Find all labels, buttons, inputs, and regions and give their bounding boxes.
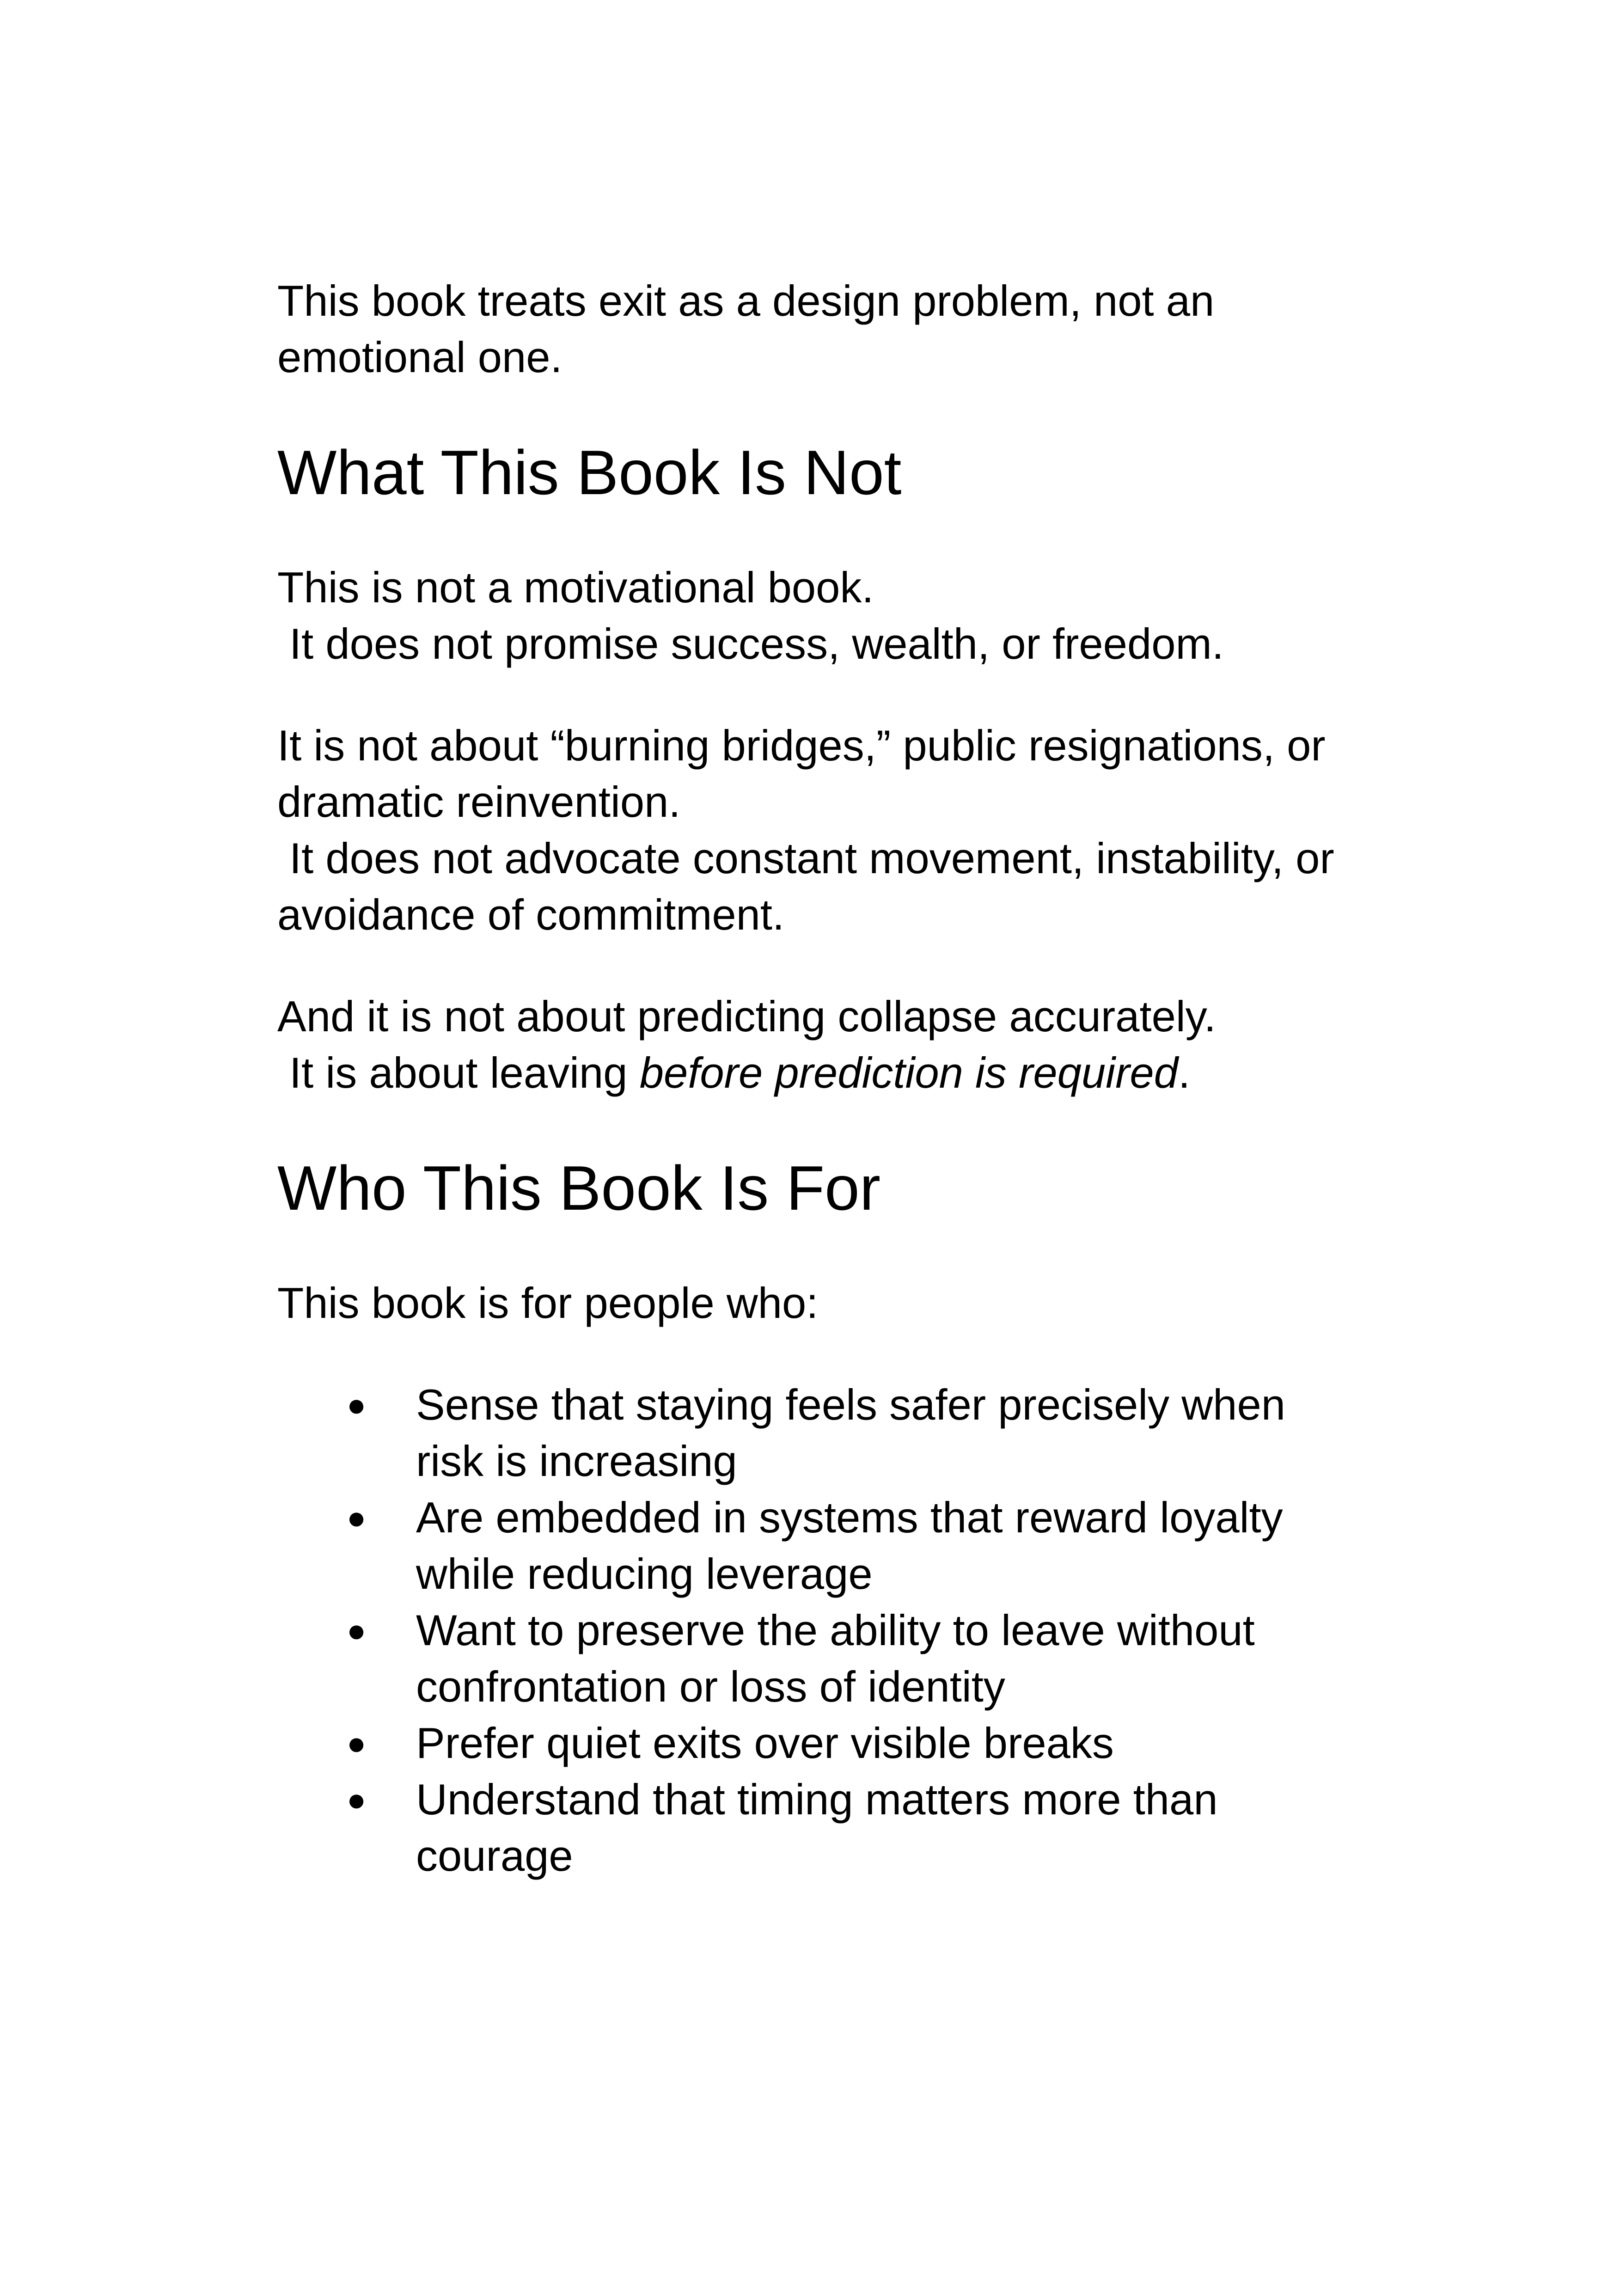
bullet-item <box>277 1377 1340 1489</box>
text-segment: It is about leaving <box>289 1048 640 1097</box>
bullet-icon: ● <box>347 1387 367 1423</box>
bullet-item <box>277 1771 1340 1884</box>
bullet-item <box>277 1715 1340 1771</box>
text-line: It is not about “burning bridges,” public resignations, or <box>277 721 1326 770</box>
text-segment: . <box>1178 1048 1191 1097</box>
text-line: It does not promise success, wealth, or freedom. <box>289 619 1224 668</box>
text-line: This book treats exit as a design problem, not an <box>277 276 1215 325</box>
bullet-text-line: while reducing leverage <box>416 1549 873 1598</box>
emphasis-text: before prediction is required <box>639 1048 1178 1097</box>
text-line: avoidance of commitment. <box>277 890 785 939</box>
bullet-text-line: Are embedded in systems that reward loyalty <box>416 1493 1283 1542</box>
bullet-icon: ● <box>347 1500 367 1536</box>
bullet-text-line: courage <box>416 1831 573 1880</box>
bullet-icon: ● <box>347 1725 367 1761</box>
bullet-text-line: Want to preserve the ability to leave without <box>416 1606 1255 1654</box>
text-line: dramatic reinvention. <box>277 778 681 826</box>
bullet-item <box>277 1489 1340 1602</box>
document-page <box>277 273 1340 1884</box>
for-lead-paragraph <box>277 1275 1340 1331</box>
bullet-text-line: confrontation or loss of identity <box>416 1662 1005 1711</box>
text-line: This book is for people who: <box>277 1279 819 1327</box>
section-heading-not: What This Book Is Not <box>277 437 902 508</box>
bullet-text-line: Sense that staying feels safer precisely when <box>416 1380 1286 1429</box>
bullet-icon: ● <box>347 1612 367 1648</box>
text-line: And it is not about predicting collapse accurately. <box>277 992 1216 1041</box>
text-line: emotional one. <box>277 333 562 381</box>
text-line-with-emphasis <box>277 1045 1340 1101</box>
not-paragraph-1 <box>277 559 1340 672</box>
not-paragraph-2 <box>277 717 1340 943</box>
not-paragraph-3 <box>277 988 1340 1101</box>
bullet-text-line: Prefer quiet exits over visible breaks <box>416 1719 1114 1767</box>
bullet-item <box>277 1602 1340 1715</box>
intro-paragraph <box>277 273 1340 386</box>
bullet-text-line: Understand that timing matters more than <box>416 1775 1218 1824</box>
audience-bullet-list <box>277 1377 1340 1884</box>
bullet-text-line: risk is increasing <box>416 1437 737 1485</box>
section-heading-for: Who This Book Is For <box>277 1153 881 1223</box>
bullet-icon: ● <box>347 1782 367 1818</box>
text-line: It does not advocate constant movement, instability, or <box>289 834 1334 882</box>
text-line: This is not a motivational book. <box>277 563 874 612</box>
